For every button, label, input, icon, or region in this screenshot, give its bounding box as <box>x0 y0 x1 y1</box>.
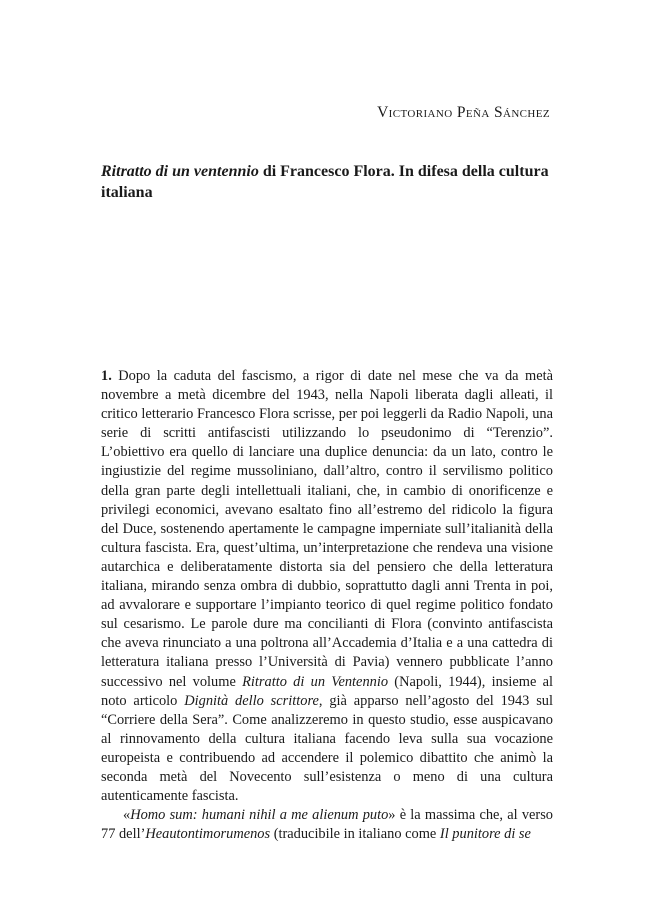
body-text <box>101 367 553 844</box>
text-run: Dopo la caduta del fascismo, a rigor di date nel mese che va da metà novembre a metà dicembre del 1943, nella Napoli liberata dagli alleati, il critico letterario Francesco Flora scrisse, per poi leggerli da Radio Napoli, una serie di scritti antifascisti utilizzando lo pseudonimo di “Terenzio”. L’obiettivo era quello di lanciare una duplice denuncia: da un lato, contro le ingiustizie del regime mussoliniano, dall’altro, contro il servilismo politico della gran parte degli intellettuali italiani, che, in cambio di onorificenze e privilegi economici, avevano esaltato fino all’estremo del ridicolo la figura del Duce, sostenendo apertamente le campagne imperniate sull’italianità della cultura fascista. Era, quest’ultima, un’interpretazione che rendeva una visione autarchica e deliberatamente distorta sia del pensiero che della letteratura italiana, mirando senza ombra di dubbio, soprattutto dagli anni Trenta in poi, ad avvalorare e supportare l’impianto teorico di quel regime politico fondato sul cesarismo. Le parole dure ma concilianti di Flora (convinto antifascista che aveva rinunciato a una poltrona all’Accademia d’Italia e a una cattedra di letteratura italiana presso l’Università di Pavia) vennero pubblicate l’anno successivo nel volume <box>101 368 553 690</box>
text-run: (traducibile in italiano come <box>270 826 440 843</box>
italic-run: Heautontimorumenos <box>145 826 271 843</box>
section-number: 1. <box>101 368 112 384</box>
paragraph <box>101 806 553 844</box>
italic-run: Il punitore di se <box>439 826 531 843</box>
author-name: Victoriano Peña Sánchez <box>377 104 550 121</box>
italic-run: Ritratto di un Ventennio <box>242 673 389 690</box>
italic-run: Dignità dello scrittore <box>184 692 319 709</box>
article-title-rest: di Francesco Flora. In difesa della cultura italiana <box>101 163 549 201</box>
text-run: (Napoli, 1944), insieme al noto articolo <box>101 673 553 709</box>
article-title-italic: Ritratto di un ventennio <box>101 163 259 180</box>
article-title <box>101 161 553 203</box>
text-run: « <box>123 807 131 824</box>
text-run: , già apparso nell’agosto del 1943 sul “Corriere della Sera”. Come analizzeremo in questo studio, esse auspicavano al rinnovamento della cultura italiana facendo leva sulla sua vocazione europeista e contribuendo ad accendere il polemico dibattito che animò la seconda metà del Novecento sull’esistenza o meno di una cultura autenticamente fascista. <box>101 692 553 805</box>
text-run: » è la massima che, al verso 77 dell’ <box>101 807 553 843</box>
paragraph <box>101 367 553 806</box>
italic-run: Homo sum: humani nihil a me alienum puto <box>130 807 389 824</box>
